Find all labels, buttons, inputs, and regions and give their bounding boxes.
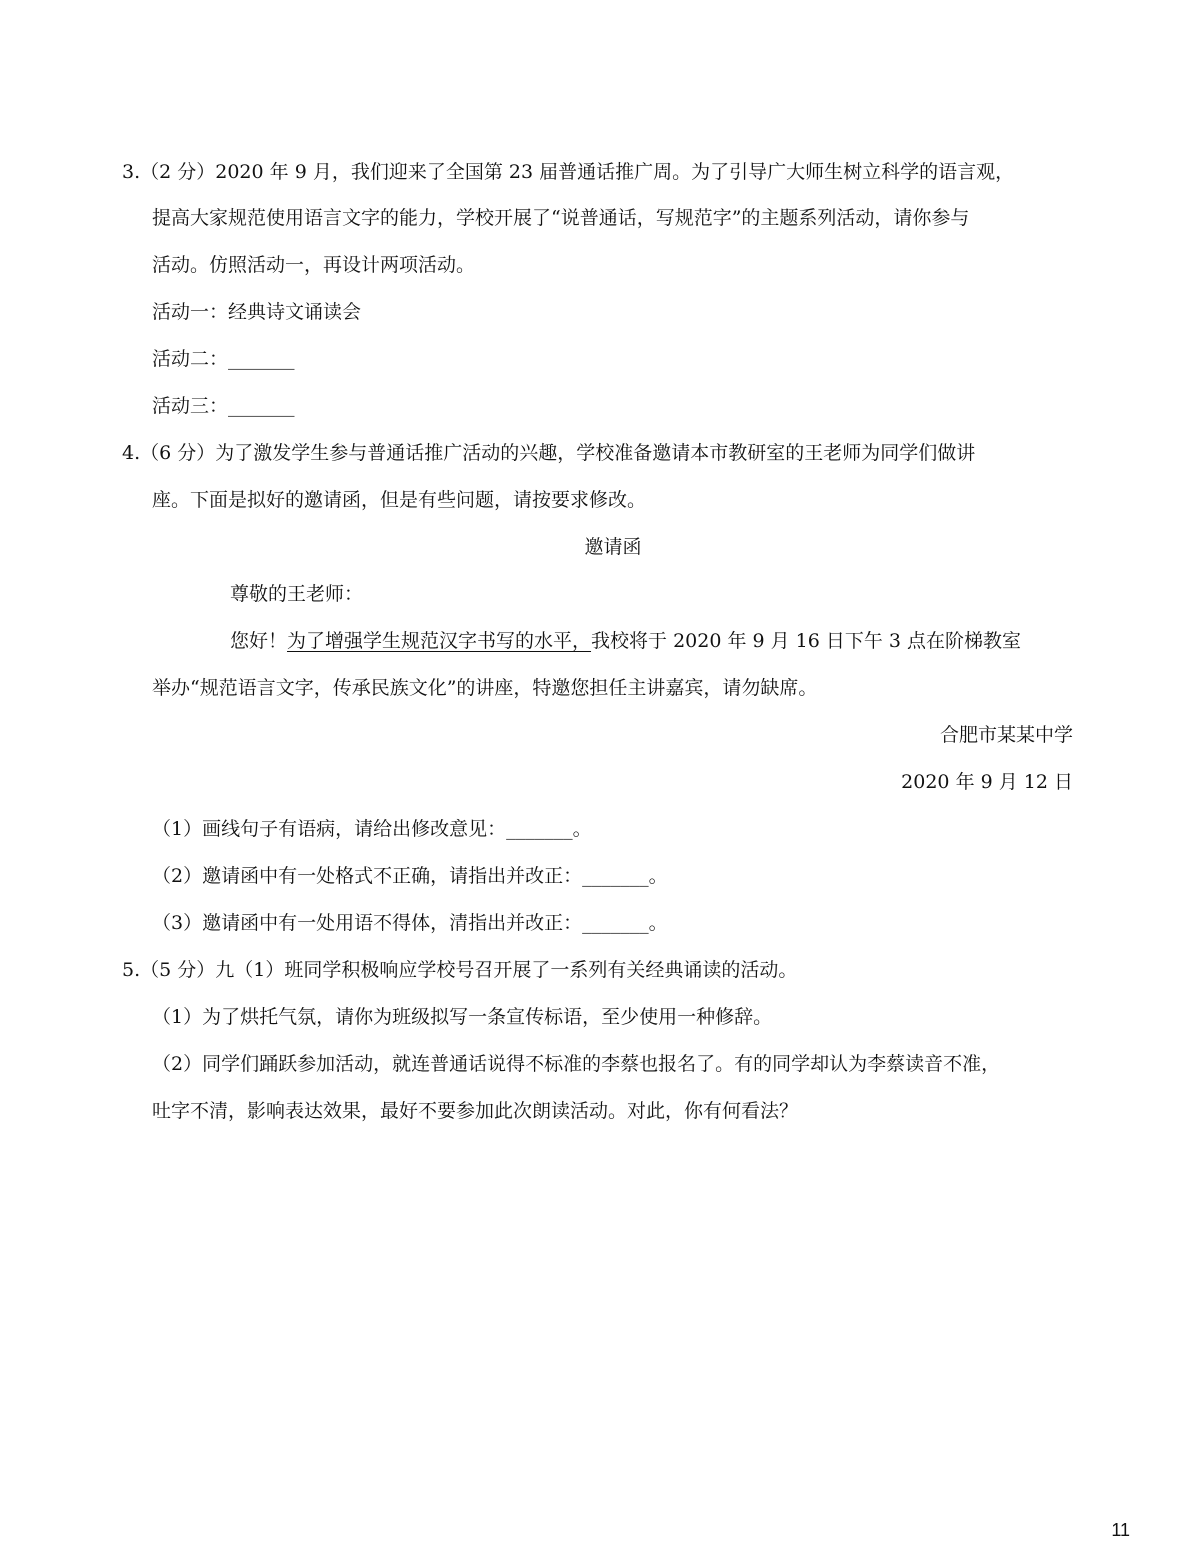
- q5-sub-2-line-2: 吐字不清，影响表达效果，最好不要参加此次朗读活动。对此，你有何看法？: [152, 1100, 799, 1122]
- q3-activity-3: 活动三：_______: [152, 395, 295, 417]
- letter-title: 邀请函: [584, 536, 642, 558]
- q3-activity-2: 活动二：_______: [152, 348, 295, 370]
- q3-line-2: 提高大家规范使用语言文字的能力，学校开展了“说普通话，写规范字”的主题系列活动，请你参与: [152, 207, 970, 229]
- q3-line-1: 3.（2 分）2020 年 9 月，我们迎来了全国第 23 届普通话推广周。为了引导广大师生树立科学的语言观，: [122, 161, 1015, 183]
- letter-date: 2020 年 9 月 12 日: [901, 771, 1073, 793]
- underlined-sentence: 为了增强学生规范汉字书写的水平，: [287, 630, 592, 652]
- q3-line-3: 活动。仿照活动一，再设计两项活动。: [152, 254, 476, 276]
- letter-paragraph-1: [230, 629, 1021, 653]
- letter-paragraph-2: 举办“规范语言文字，传承民族文化”的讲座，特邀您担任主讲嘉宾，请勿缺席。: [152, 677, 818, 699]
- letter-signature: 合肥市某某中学: [939, 724, 1073, 746]
- q4-line-1: 4.（6 分）为了激发学生参与普通话推广活动的兴趣，学校准备邀请本市教研室的王老师为同学们做讲: [122, 442, 976, 464]
- q4-sub-1: （1）画线句子有语病，请给出修改意见：_______。: [152, 818, 592, 840]
- q5-sub-2-line-1: （2）同学们踊跃参加活动，就连普通话说得不标准的李蔡也报名了。有的同学却认为李蔡读音不准，: [152, 1053, 1001, 1075]
- letter-paragraph-1-rest: 我校将于 2020 年 9 月 16 日下午 3 点在阶梯教室: [591, 630, 1022, 652]
- q3-activity-1: 活动一：经典诗文诵读会: [152, 301, 362, 323]
- q5-line-1: 5.（5 分）九（1）班同学积极响应学校号召开展了一系列有关经典诵读的活动。: [122, 959, 798, 981]
- q4-sub-3: （3）邀请函中有一处用语不得体，清指出并改正：_______。: [152, 912, 668, 934]
- letter-greeting: 您好！: [230, 630, 288, 652]
- letter-salutation: 尊敬的王老师：: [230, 583, 364, 605]
- q4-line-2: 座。下面是拟好的邀请函，但是有些问题，请按要求修改。: [152, 489, 647, 511]
- q4-sub-2: （2）邀请函中有一处格式不正确，请指出并改正：_______。: [152, 865, 668, 887]
- page-number: 11: [1111, 1520, 1130, 1540]
- q5-sub-1: （1）为了烘托气氛，请你为班级拟写一条宣传标语，至少使用一种修辞。: [152, 1006, 773, 1028]
